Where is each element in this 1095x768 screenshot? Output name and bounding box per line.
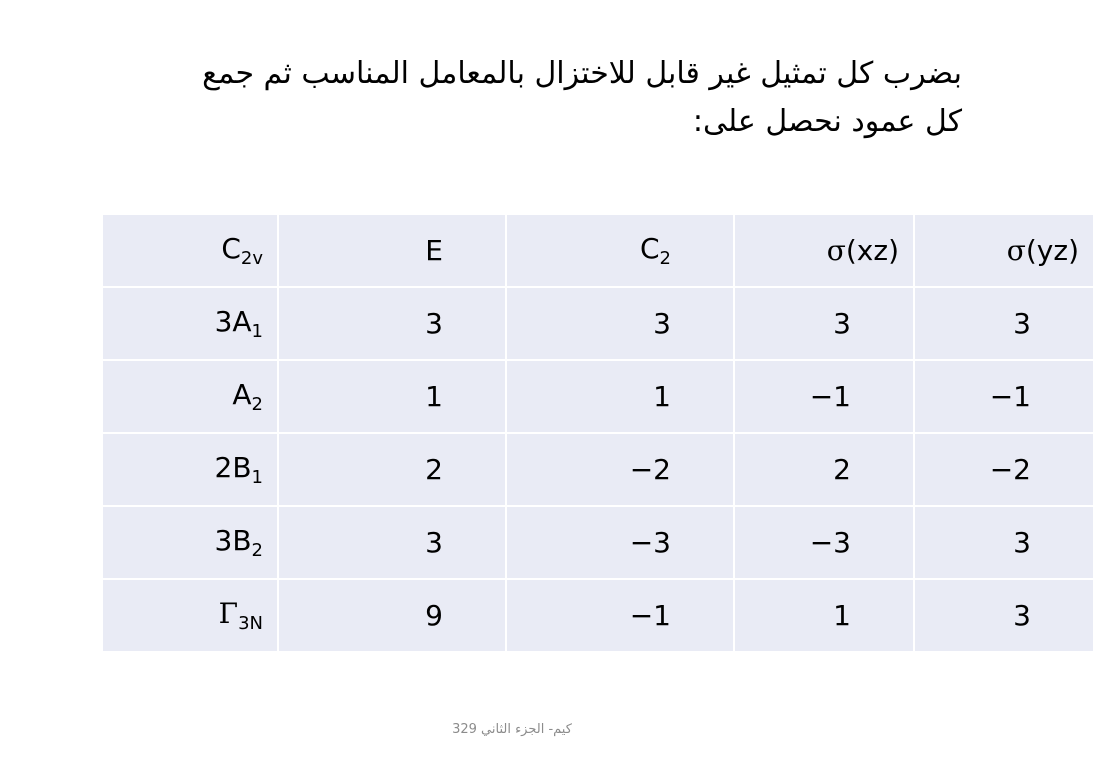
table-cell: 1: [278, 360, 506, 433]
table-cell: 3: [506, 287, 734, 360]
table-cell: 3: [278, 506, 506, 579]
header-sigma-yz: σ(yz): [914, 214, 1094, 287]
header-point-group: $C_{2v}$: [102, 214, 278, 287]
table-cell: −3: [734, 506, 914, 579]
table-cell: −1: [914, 360, 1094, 433]
row-label: $3A_1$: [102, 287, 278, 360]
row-label: $2B_1$: [102, 433, 278, 506]
table-cell: 1: [506, 360, 734, 433]
table-row: [102, 506, 1094, 579]
character-table: [101, 213, 1095, 653]
title-line-1: بضرب كل تمثيل غير قابل للاختزال بالمعامل المناسب ثم جمع: [202, 56, 962, 91]
table-cell: −3: [506, 506, 734, 579]
table-cell: −1: [734, 360, 914, 433]
table-cell: 1: [734, 579, 914, 652]
table-row: [102, 433, 1094, 506]
table-header-row: [102, 214, 1094, 287]
header-c2: $C_2$: [506, 214, 734, 287]
table-cell: −2: [914, 433, 1094, 506]
table-cell: 9: [278, 579, 506, 652]
table-cell: −1: [506, 579, 734, 652]
table-row: [102, 287, 1094, 360]
table-cell: 3: [914, 287, 1094, 360]
table-row: [102, 360, 1094, 433]
row-label: $A_2$: [102, 360, 278, 433]
slide-title: [62, 50, 962, 146]
header-e: E: [278, 214, 506, 287]
table-cell: −2: [506, 433, 734, 506]
table-cell: 3: [734, 287, 914, 360]
header-sigma-xz: σ(xz): [734, 214, 914, 287]
table-cell: 3: [278, 287, 506, 360]
table-row-total: [102, 579, 1094, 652]
table-cell: 3: [914, 506, 1094, 579]
table-cell: 3: [914, 579, 1094, 652]
title-line-2: كل عمود نحصل على:: [692, 104, 962, 139]
row-label: $\Gamma_{3N}$: [102, 579, 278, 652]
table-cell: 2: [734, 433, 914, 506]
slide-footer: 329 كيم- الجزء الثاني: [452, 722, 572, 737]
row-label: $3B_2$: [102, 506, 278, 579]
table-cell: 2: [278, 433, 506, 506]
